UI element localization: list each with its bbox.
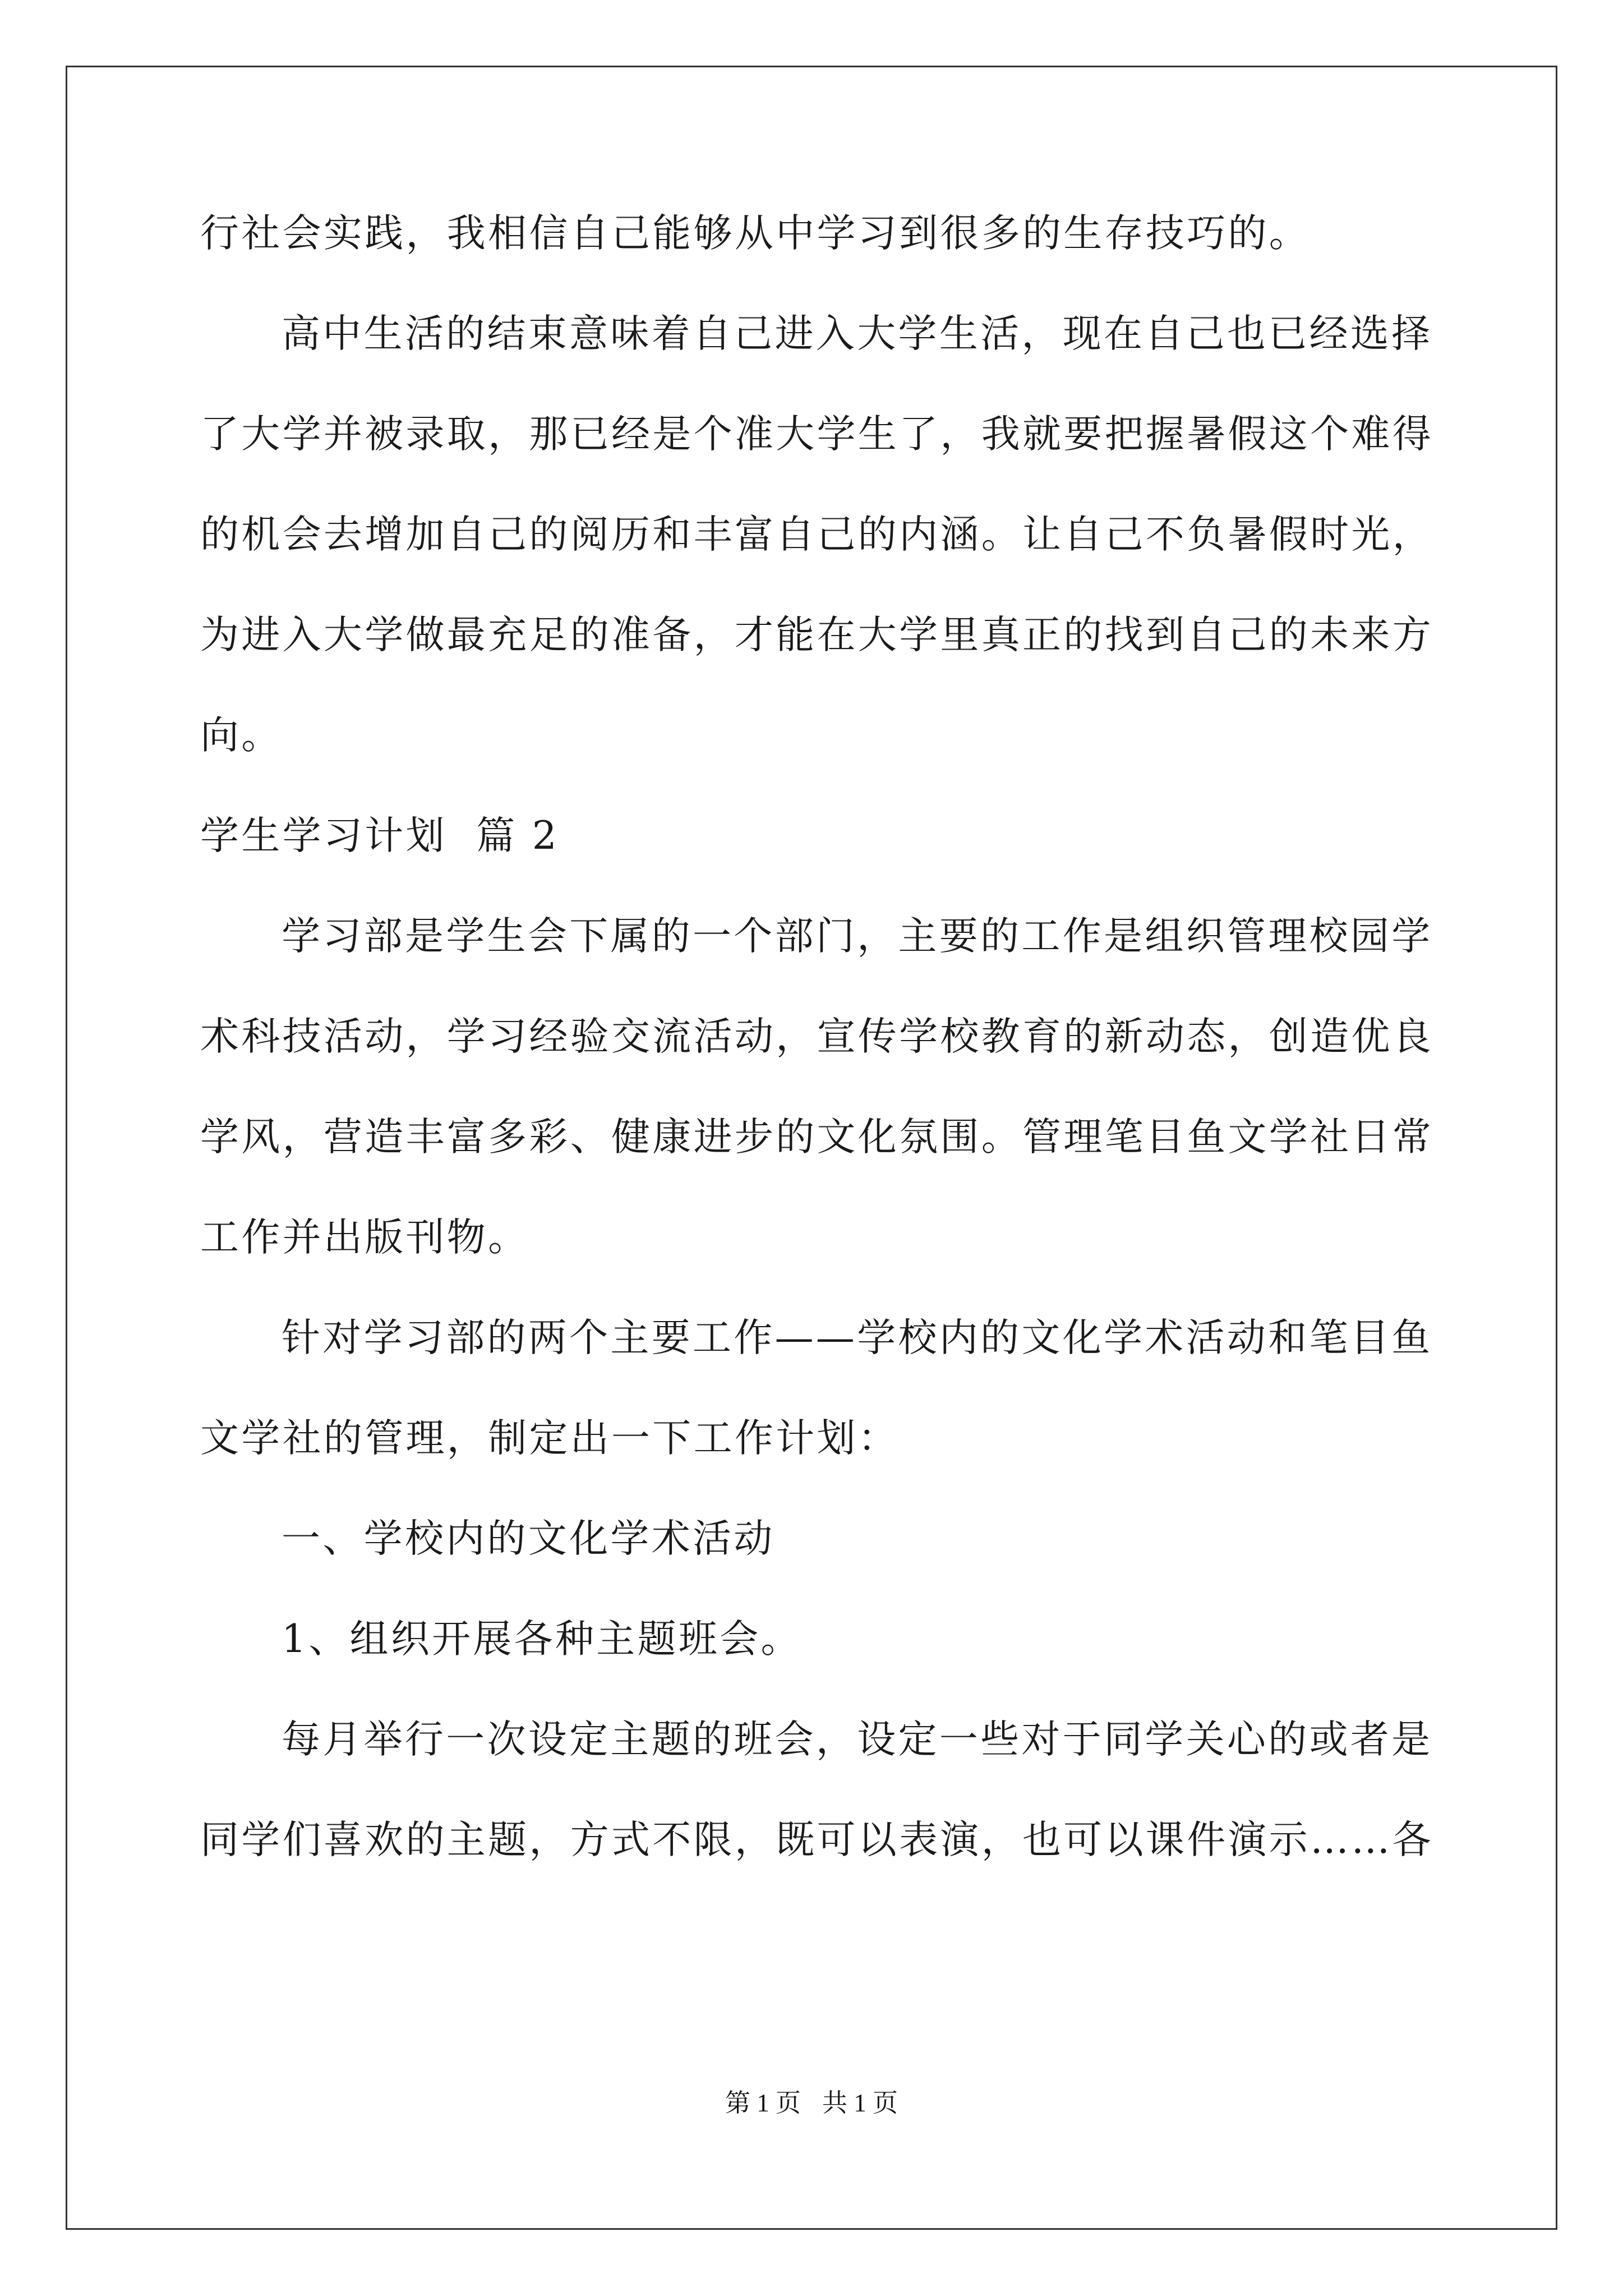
body-line: 为进入大学做最充足的准备，才能在大学里真正的找到自己的未来方 bbox=[200, 613, 1433, 657]
document-body bbox=[200, 213, 1434, 1860]
body-line: 行社会实践，我相信自己能够从中学习到很多的生存技巧的。 bbox=[200, 211, 1311, 256]
subheading: 一、学校内的文化学术活动 bbox=[282, 1516, 775, 1561]
body-line: 文学社的管理，制定出一下工作计划： bbox=[200, 1416, 900, 1461]
body-line: 了大学并被录取，那已经是个准大学生了，我就要把握暑假这个难得 bbox=[200, 412, 1433, 457]
section-heading: 学生学习计划 篇 2 bbox=[200, 813, 559, 858]
body-line: 学风，营造丰富多彩、健康进步的文化氛围。管理笔目鱼文学社日常 bbox=[200, 1115, 1433, 1159]
page-number: 第 1 页 bbox=[725, 2089, 801, 2117]
body-line: 同学们喜欢的主题，方式不限，既可以表演，也可以课件演示……各 bbox=[200, 1818, 1433, 1862]
body-line: 学习部是学生会下属的一个部门，主要的工作是组织管理校园学 bbox=[282, 914, 1433, 959]
body-line: 向。 bbox=[200, 713, 283, 758]
page-footer bbox=[0, 2089, 1623, 2117]
body-line: 高中生活的结束意味着自己进入大学生活，现在自己也已经选择 bbox=[282, 311, 1433, 356]
body-line: 每月举行一次设定主题的班会，设定一些对于同学关心的或者是 bbox=[282, 1717, 1433, 1762]
list-item: 1、组织开展各种主题班会。 bbox=[282, 1617, 802, 1662]
body-line: 针对学习部的两个主要工作——学校内的文化学术活动和笔目鱼 bbox=[282, 1315, 1433, 1360]
body-line: 的机会去增加自己的阅历和丰富自己的内涵。让自己不负暑假时光， bbox=[200, 512, 1433, 557]
page-total: 共 1 页 bbox=[822, 2089, 898, 2117]
body-line: 术科技活动，学习经验交流活动，宣传学校教育的新动态，创造优良 bbox=[200, 1014, 1433, 1059]
body-line: 工作并出版刊物。 bbox=[200, 1215, 529, 1260]
